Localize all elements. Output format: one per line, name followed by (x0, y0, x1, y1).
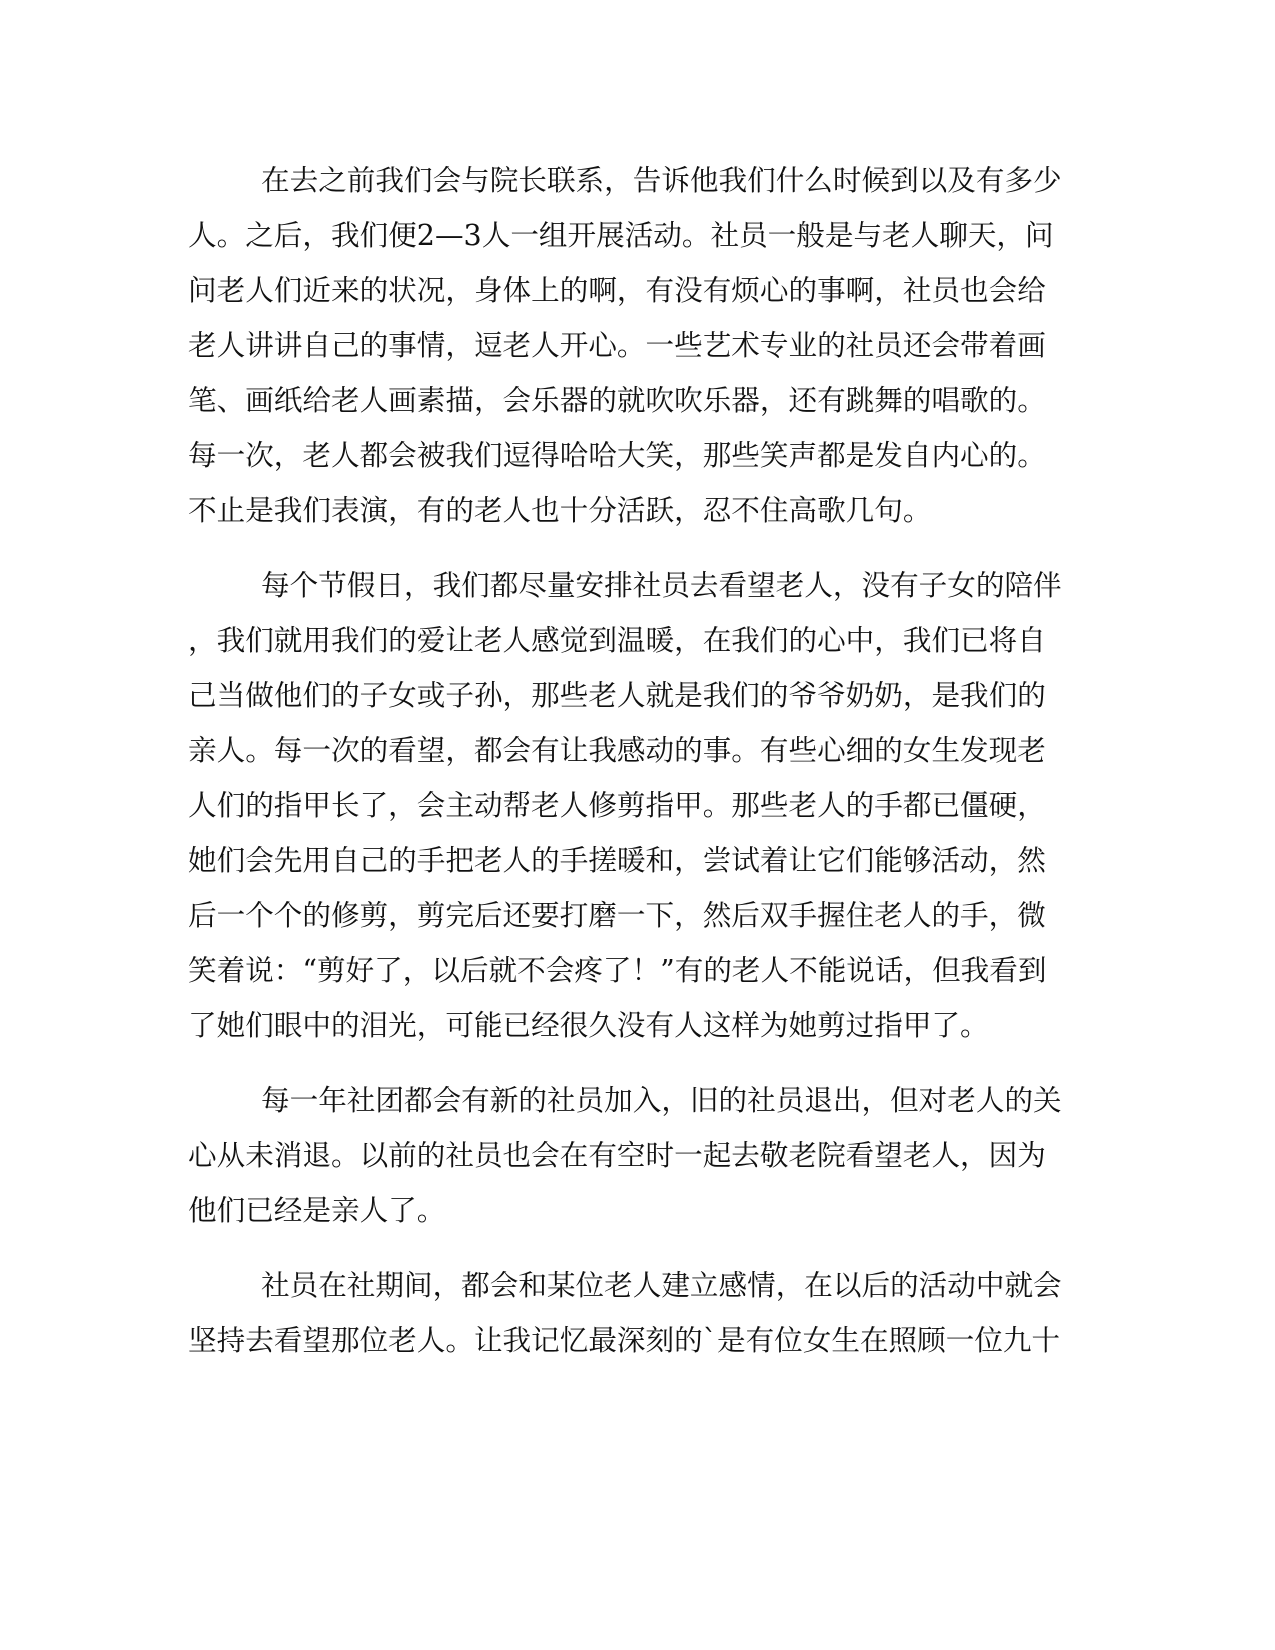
paragraph-3-line-1: 每一年社团都会有新的社员加入，旧的社员退出，但对老人的关 (261, 1083, 1062, 1117)
paragraph-1-line-6: 每一次，老人都会被我们逗得哈哈大笑，那些笑声都是发自内心的。 (188, 438, 1046, 472)
paragraph-1-line-2: 人。之后，我们便2—3人一组开展活动。社员一般是与老人聊天，问 (188, 218, 1054, 252)
paragraph-2-line-8: 笑着说：“剪好了，以后就不会疼了！”有的老人不能说话，但我看到 (188, 953, 1047, 987)
paragraph-2-line-4: 亲人。每一次的看望，都会有让我感动的事。有些心细的女生发现老 (188, 733, 1046, 767)
paragraph-3-line-2: 心从未消退。以前的社员也会在有空时一起去敬老院看望老人，因为 (188, 1138, 1046, 1172)
paragraph-1-line-5: 笔、画纸给老人画素描，会乐器的就吹吹乐器，还有跳舞的唱歌的。 (188, 383, 1046, 417)
paragraph-4-line-1: 社员在社期间，都会和某位老人建立感情，在以后的活动中就会 (261, 1268, 1062, 1302)
paragraph-2-line-3: 己当做他们的子女或子孙，那些老人就是我们的爷爷奶奶，是我们的 (188, 678, 1046, 712)
paragraph-2-line-2: ，我们就用我们的爱让老人感觉到温暖，在我们的心中，我们已将自 (188, 623, 1046, 657)
paragraph-2-line-5: 人们的指甲长了，会主动帮老人修剪指甲。那些老人的手都已僵硬， (188, 788, 1046, 822)
paragraph-3-line-3: 他们已经是亲人了。 (188, 1193, 446, 1227)
paragraph-2-line-9: 了她们眼中的泪光，可能已经很久没有人这样为她剪过指甲了。 (188, 1008, 989, 1042)
paragraph-2-line-7: 后一个个的修剪，剪完后还要打磨一下，然后双手握住老人的手，微 (188, 898, 1046, 932)
paragraph-1-line-1: 在去之前我们会与院长联系，告诉他我们什么时候到以及有多少 (261, 163, 1062, 197)
paragraph-4-line-2: 坚持去看望那位老人。让我记忆最深刻的`是有位女生在照顾一位九十 (188, 1323, 1061, 1357)
paragraph-2-line-1: 每个节假日，我们都尽量安排社员去看望老人，没有子女的陪伴 (261, 568, 1062, 602)
paragraph-1-line-3: 问老人们近来的状况，身体上的啊，有没有烦心的事啊，社员也会给 (188, 273, 1046, 307)
paragraph-1-line-4: 老人讲讲自己的事情，逗老人开心。一些艺术专业的社员还会带着画 (188, 328, 1046, 362)
paragraph-2-line-6: 她们会先用自己的手把老人的手搓暖和，尝试着让它们能够活动，然 (188, 843, 1046, 877)
paragraph-1-line-7: 不止是我们表演，有的老人也十分活跃，忍不住高歌几句。 (188, 493, 932, 527)
